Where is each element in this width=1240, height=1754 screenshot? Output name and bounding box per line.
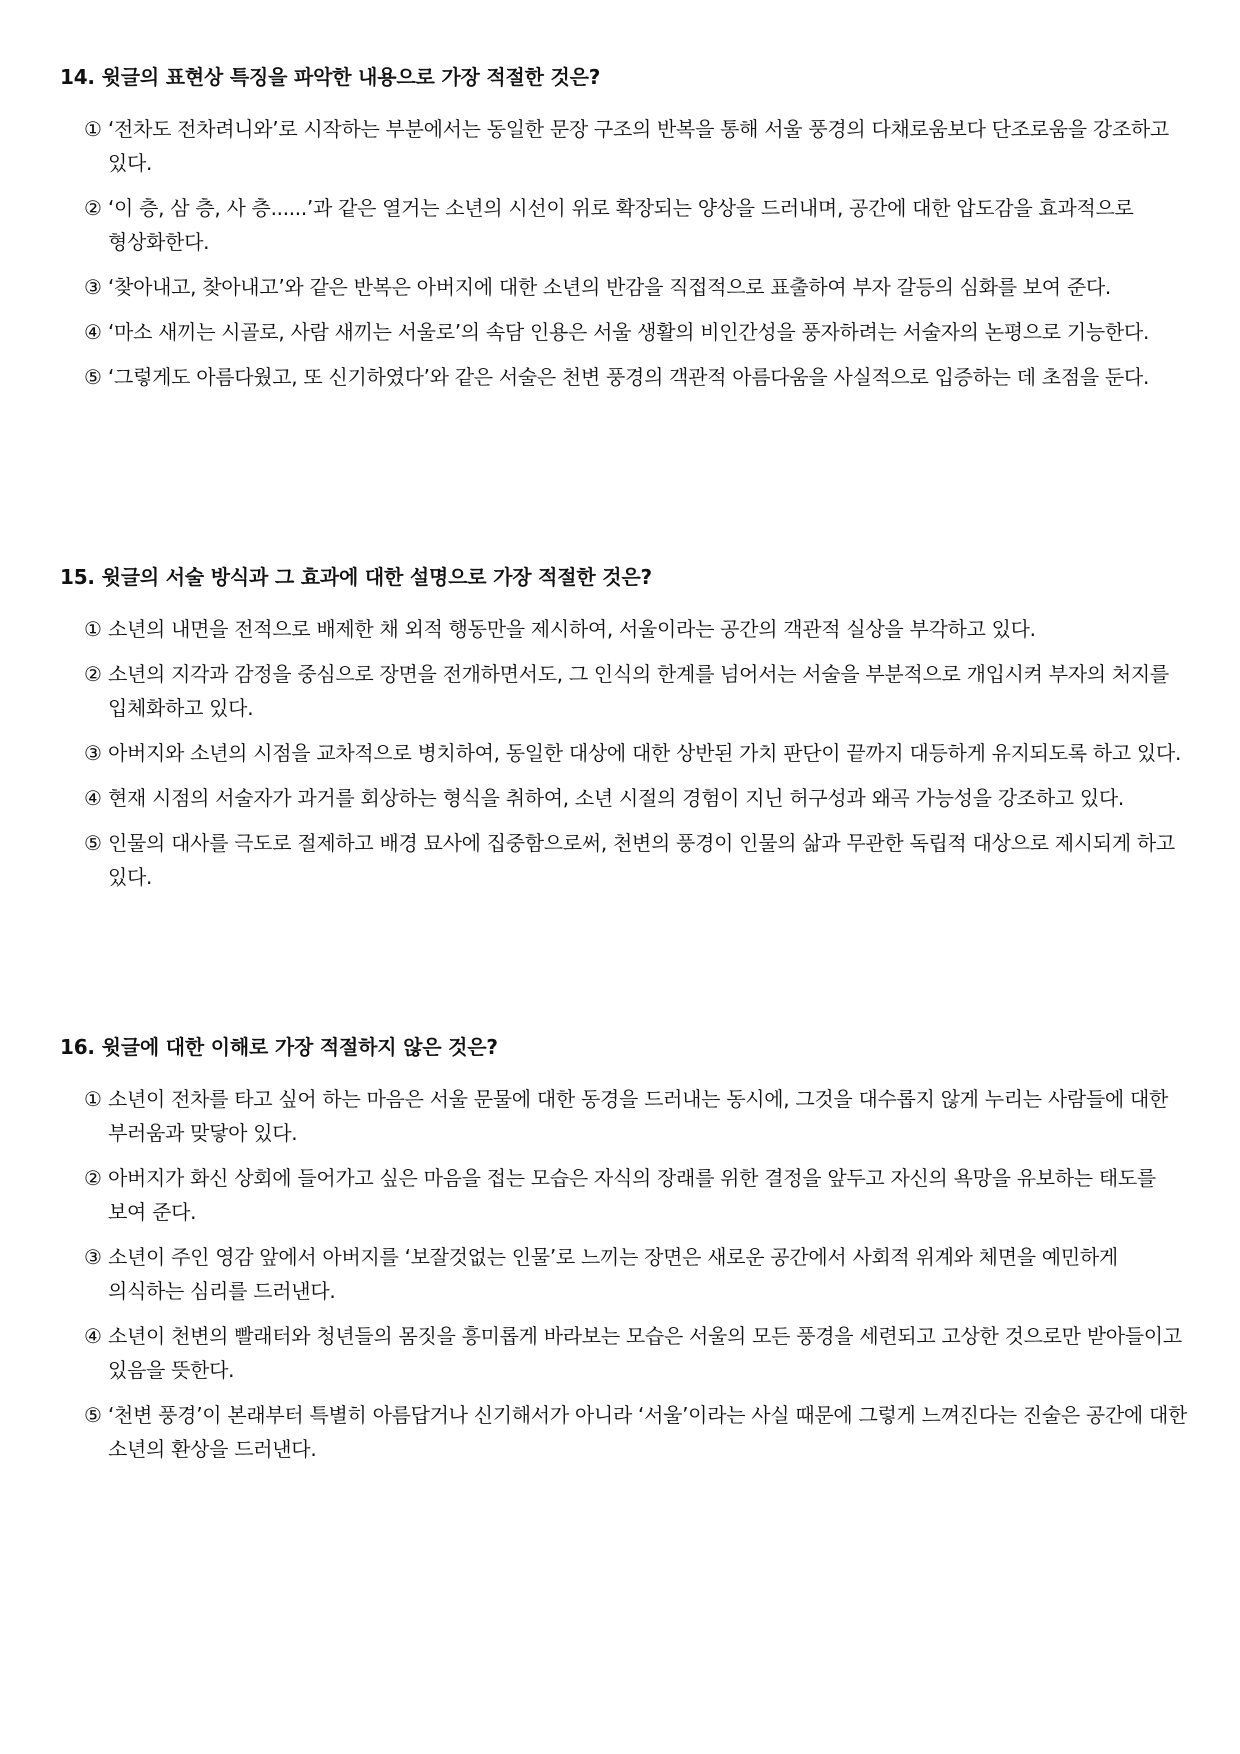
- choice-2: [84, 1161, 1190, 1229]
- choice-text: 인물의 대사를 극도로 절제하고 배경 묘사에 집중함으로써, 천변의 풍경이 인물의 삶과 무관한 독립적 대상으로 제시되게 하고 있다.: [108, 831, 1175, 889]
- choice-number: ②: [84, 196, 102, 220]
- choice-number: ④: [84, 1324, 102, 1348]
- choice-1: [84, 1082, 1190, 1150]
- choice-number: ④: [84, 320, 102, 344]
- question-16: [60, 1030, 1190, 1477]
- choice-text: ‘마소 새끼는 시골로, 사람 새끼는 서울로’의 속담 인용은 서울 생활의 비인간성을 풍자하려는 서술자의 논평으로 기능한다.: [108, 320, 1150, 344]
- choice-number: ①: [84, 1087, 102, 1111]
- choice-text: 아버지와 소년의 시점을 교차적으로 병치하여, 동일한 대상에 대한 상반된 가치 판단이 끝까지 대등하게 유지되도록 하고 있다.: [108, 741, 1181, 765]
- choice-4: [84, 1319, 1190, 1387]
- choice-number: ④: [84, 786, 102, 810]
- choice-number: ②: [84, 662, 102, 686]
- choice-number: ⑤: [84, 831, 102, 855]
- choice-text: 소년이 전차를 타고 싶어 하는 마음은 서울 문물에 대한 동경을 드러내는 동시에, 그것을 대수롭지 않게 누리는 사람들에 대한 부러움과 맞닿아 있다.: [108, 1087, 1169, 1145]
- choice-5: [84, 360, 1190, 394]
- choice-4: [84, 781, 1190, 815]
- choice-5: [84, 1398, 1190, 1466]
- choice-text: ‘전차도 전차려니와’로 시작하는 부분에서는 동일한 문장 구조의 반복을 통해 서울 풍경의 다채로움보다 단조로움을 강조하고 있다.: [108, 117, 1169, 175]
- choice-number: ①: [84, 117, 102, 141]
- choice-text: ‘천변 풍경’이 본래부터 특별히 아름답거나 신기해서가 아니라 ‘서울’이라는 사실 때문에 그렇게 느껴진다는 진술은 공간에 대한 소년의 환상을 드러낸다.: [108, 1403, 1188, 1461]
- choice-number: ③: [84, 741, 102, 765]
- choice-text: 소년이 천변의 빨래터와 청년들의 몸짓을 흥미롭게 바라보는 모습은 서울의 모든 풍경을 세련되고 고상한 것으로만 받아들이고 있음을 뜻한다.: [108, 1324, 1182, 1382]
- choice-list: [60, 112, 1190, 394]
- choice-text: 아버지가 화신 상회에 들어가고 싶은 마음을 접는 모습은 자식의 장래를 위한 결정을 앞두고 자신의 욕망을 유보하는 태도를 보여 준다.: [108, 1166, 1156, 1224]
- choice-1: [84, 612, 1190, 646]
- choice-3: [84, 736, 1190, 770]
- choice-4: [84, 315, 1190, 349]
- choice-number: ②: [84, 1166, 102, 1190]
- question-title: 14. 윗글의 표현상 특징을 파악한 내용으로 가장 적절한 것은?: [60, 65, 601, 89]
- question-title: 15. 윗글의 서술 방식과 그 효과에 대한 설명으로 가장 적절한 것은?: [60, 565, 652, 589]
- choice-number: ③: [84, 275, 102, 299]
- choice-3: [84, 270, 1190, 304]
- choice-number: ⑤: [84, 365, 102, 389]
- choice-text: ‘그렇게도 아름다웠고, 또 신기하였다’와 같은 서술은 천변 풍경의 객관적 아름다움을 사실적으로 입증하는 데 초점을 둔다.: [108, 365, 1150, 389]
- question-15: [60, 560, 1190, 905]
- question-title: 16. 윗글에 대한 이해로 가장 적절하지 않은 것은?: [60, 1035, 498, 1059]
- choice-text: 현재 시점의 서술자가 과거를 회상하는 형식을 취하여, 소년 시절의 경험이 지닌 허구성과 왜곡 가능성을 강조하고 있다.: [108, 786, 1124, 810]
- choice-2: [84, 191, 1190, 259]
- choice-1: [84, 112, 1190, 180]
- choice-list: [60, 1082, 1190, 1466]
- question-14: [60, 60, 1190, 405]
- choice-text: ‘찾아내고, 찾아내고’와 같은 반복은 아버지에 대한 소년의 반감을 직접적으로 표출하여 부자 갈등의 심화를 보여 준다.: [108, 275, 1111, 299]
- choice-3: [84, 1240, 1190, 1308]
- choice-number: ③: [84, 1245, 102, 1269]
- choice-list: [60, 612, 1190, 894]
- choice-number: ①: [84, 617, 102, 641]
- choice-2: [84, 657, 1190, 725]
- choice-number: ⑤: [84, 1403, 102, 1427]
- choice-text: ‘이 층, 삼 층, 사 층......’과 같은 열거는 소년의 시선이 위로 확장되는 양상을 드러내며, 공간에 대한 압도감을 효과적으로 형상화한다.: [108, 196, 1134, 254]
- choice-5: [84, 826, 1190, 894]
- choice-text: 소년이 주인 영감 앞에서 아버지를 ‘보잘것없는 인물’로 느끼는 장면은 새로운 공간에서 사회적 위계와 체면을 예민하게 의식하는 심리를 드러낸다.: [108, 1245, 1118, 1303]
- choice-text: 소년의 내면을 전적으로 배제한 채 외적 행동만을 제시하여, 서울이라는 공간의 객관적 실상을 부각하고 있다.: [108, 617, 1036, 641]
- choice-text: 소년의 지각과 감정을 중심으로 장면을 전개하면서도, 그 인식의 한계를 넘어서는 서술을 부분적으로 개입시켜 부자의 처지를 입체화하고 있다.: [108, 662, 1169, 720]
